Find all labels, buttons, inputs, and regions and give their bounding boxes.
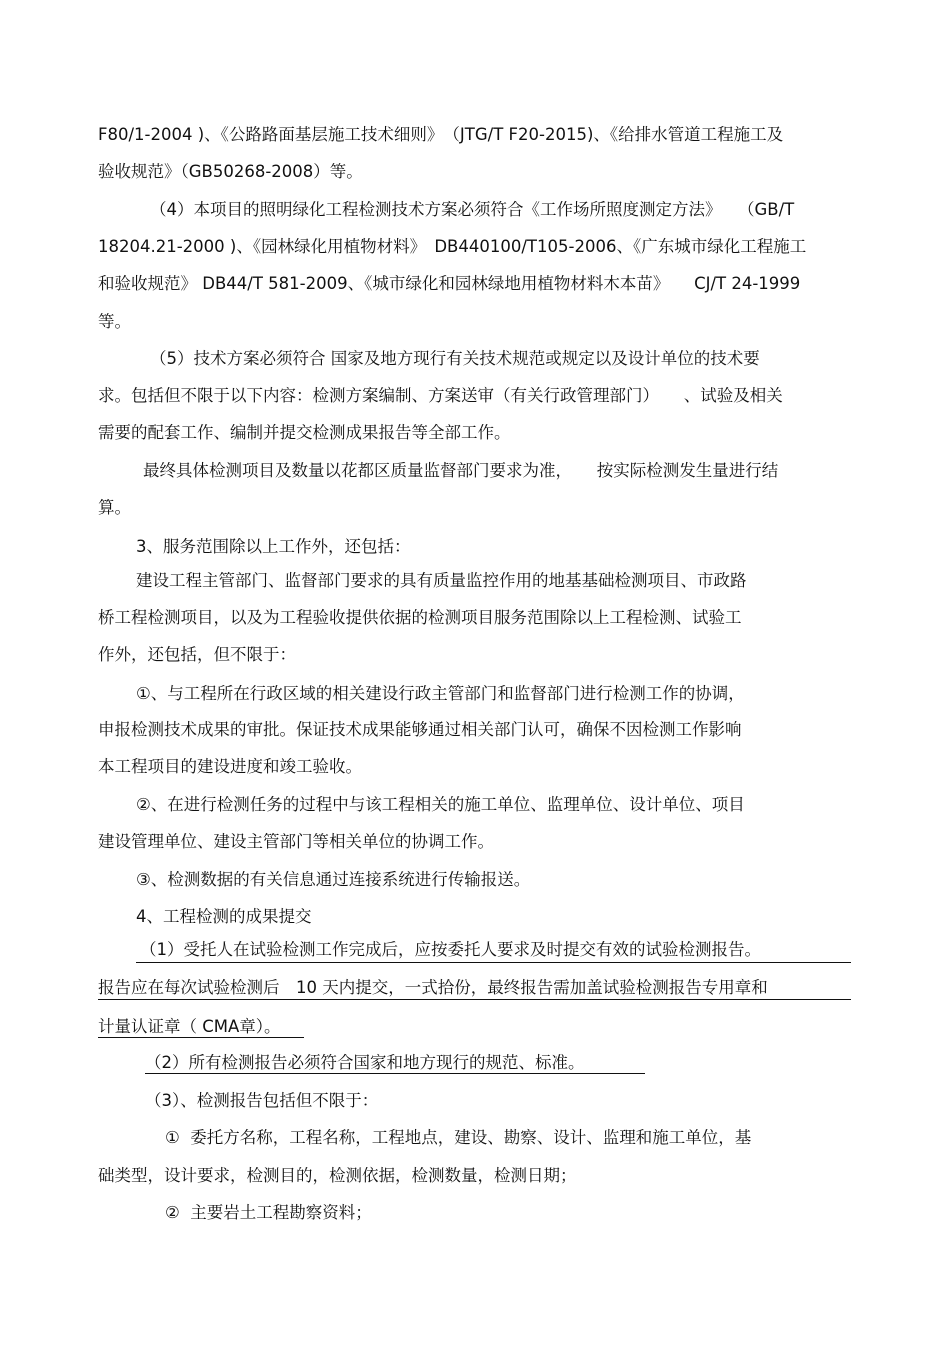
text-line: 最终具体检测项目及数量以花都区质量监督部门要求为准， 按实际检测发生量进行结 bbox=[143, 461, 779, 480]
underline bbox=[145, 1073, 645, 1074]
text-line: ③、检测数据的有关信息通过连接系统进行传输报送。 bbox=[136, 870, 531, 889]
text-line: ② 主要岩土工程勘察资料； bbox=[165, 1203, 372, 1222]
text-line: 3、服务范围除以上工作外，还包括： bbox=[136, 537, 411, 556]
underline bbox=[98, 1037, 304, 1038]
text-line: 18204.21-2000 )、《园林绿化用植物材料》 DB440100/T105-2006、《广东城市绿化工程施工 bbox=[98, 237, 807, 256]
text-line: F80/1-2004 )、《公路路面基层施工技术细则》 （JTG/T F20-2015)、《给排水管道工程施工及 bbox=[98, 125, 784, 144]
text-line: 4、工程检测的成果提交 bbox=[136, 907, 312, 926]
text-line: （3）、检测报告包括但不限于： bbox=[145, 1091, 379, 1110]
text-line: ①、与工程所在行政区域的相关建设行政主管部门和监督部门进行检测工作的协调， bbox=[136, 684, 745, 703]
text-line: 验收规范》（GB50268-2008）等。 bbox=[98, 162, 363, 181]
text-line: （4）本项目的照明绿化工程检测技术方案必须符合《工作场所照度测定方法》 （GB/T bbox=[150, 200, 795, 219]
text-line: 桥工程检测项目，以及为工程验收提供依据的检测项目服务范围除以上工程检测、试验工 bbox=[98, 608, 742, 627]
underline bbox=[98, 999, 851, 1000]
text-line: 作外，还包括，但不限于： bbox=[98, 645, 296, 664]
text-line: （1）受托人在试验检测工作完成后，应按委托人要求及时提交有效的试验检测报告。 bbox=[140, 940, 761, 959]
text-line: 报告应在每次试验检测后 10 天内提交，一式拾份，最终报告需加盖试验检测报告专用章和 bbox=[98, 978, 768, 997]
text-line: 础类型，设计要求，检测目的，检测依据，检测数量，检测日期； bbox=[98, 1166, 577, 1185]
text-line: ②、在进行检测任务的过程中与该工程相关的施工单位、监理单位、设计单位、项目 bbox=[136, 795, 745, 814]
text-line: 建设工程主管部门、监督部门要求的具有质量监控作用的地基基础检测项目、市政路 bbox=[136, 571, 747, 590]
text-line: 建设管理单位、建设主管部门等相关单位的协调工作。 bbox=[98, 832, 494, 851]
underline bbox=[136, 962, 851, 963]
text-line: （5）技术方案必须符合 国家及地方现行有关技术规范或规定以及设计单位的技术要 bbox=[150, 349, 760, 368]
text-line: 需要的配套工作、编制并提交检测成果报告等全部工作。 bbox=[98, 423, 511, 442]
text-line: ① 委托方名称，工程名称，工程地点，建设、勘察、设计、监理和施工单位，基 bbox=[165, 1128, 752, 1147]
text-line: 等。 bbox=[98, 312, 131, 331]
text-line: （2）所有检测报告必须符合国家和地方现行的规范、标准。 bbox=[145, 1053, 585, 1072]
text-line: 和验收规范》 DB44/T 581-2009、《城市绿化和园林绿地用植物材料木本苗》 CJ/T 24-1999 bbox=[98, 274, 801, 293]
text-line: 本工程项目的建设进度和竣工验收。 bbox=[98, 757, 362, 776]
text-line: 申报检测技术成果的审批。保证技术成果能够通过相关部门认可，确保不因检测工作影响 bbox=[98, 720, 742, 739]
text-line: 计量认证章（ CMA章）。 bbox=[98, 1017, 281, 1036]
text-line: 算。 bbox=[98, 498, 131, 517]
text-line: 求。包括但不限于以下内容：检测方案编制、方案送审（有关行政管理部门） 、试验及相关 bbox=[98, 386, 783, 405]
